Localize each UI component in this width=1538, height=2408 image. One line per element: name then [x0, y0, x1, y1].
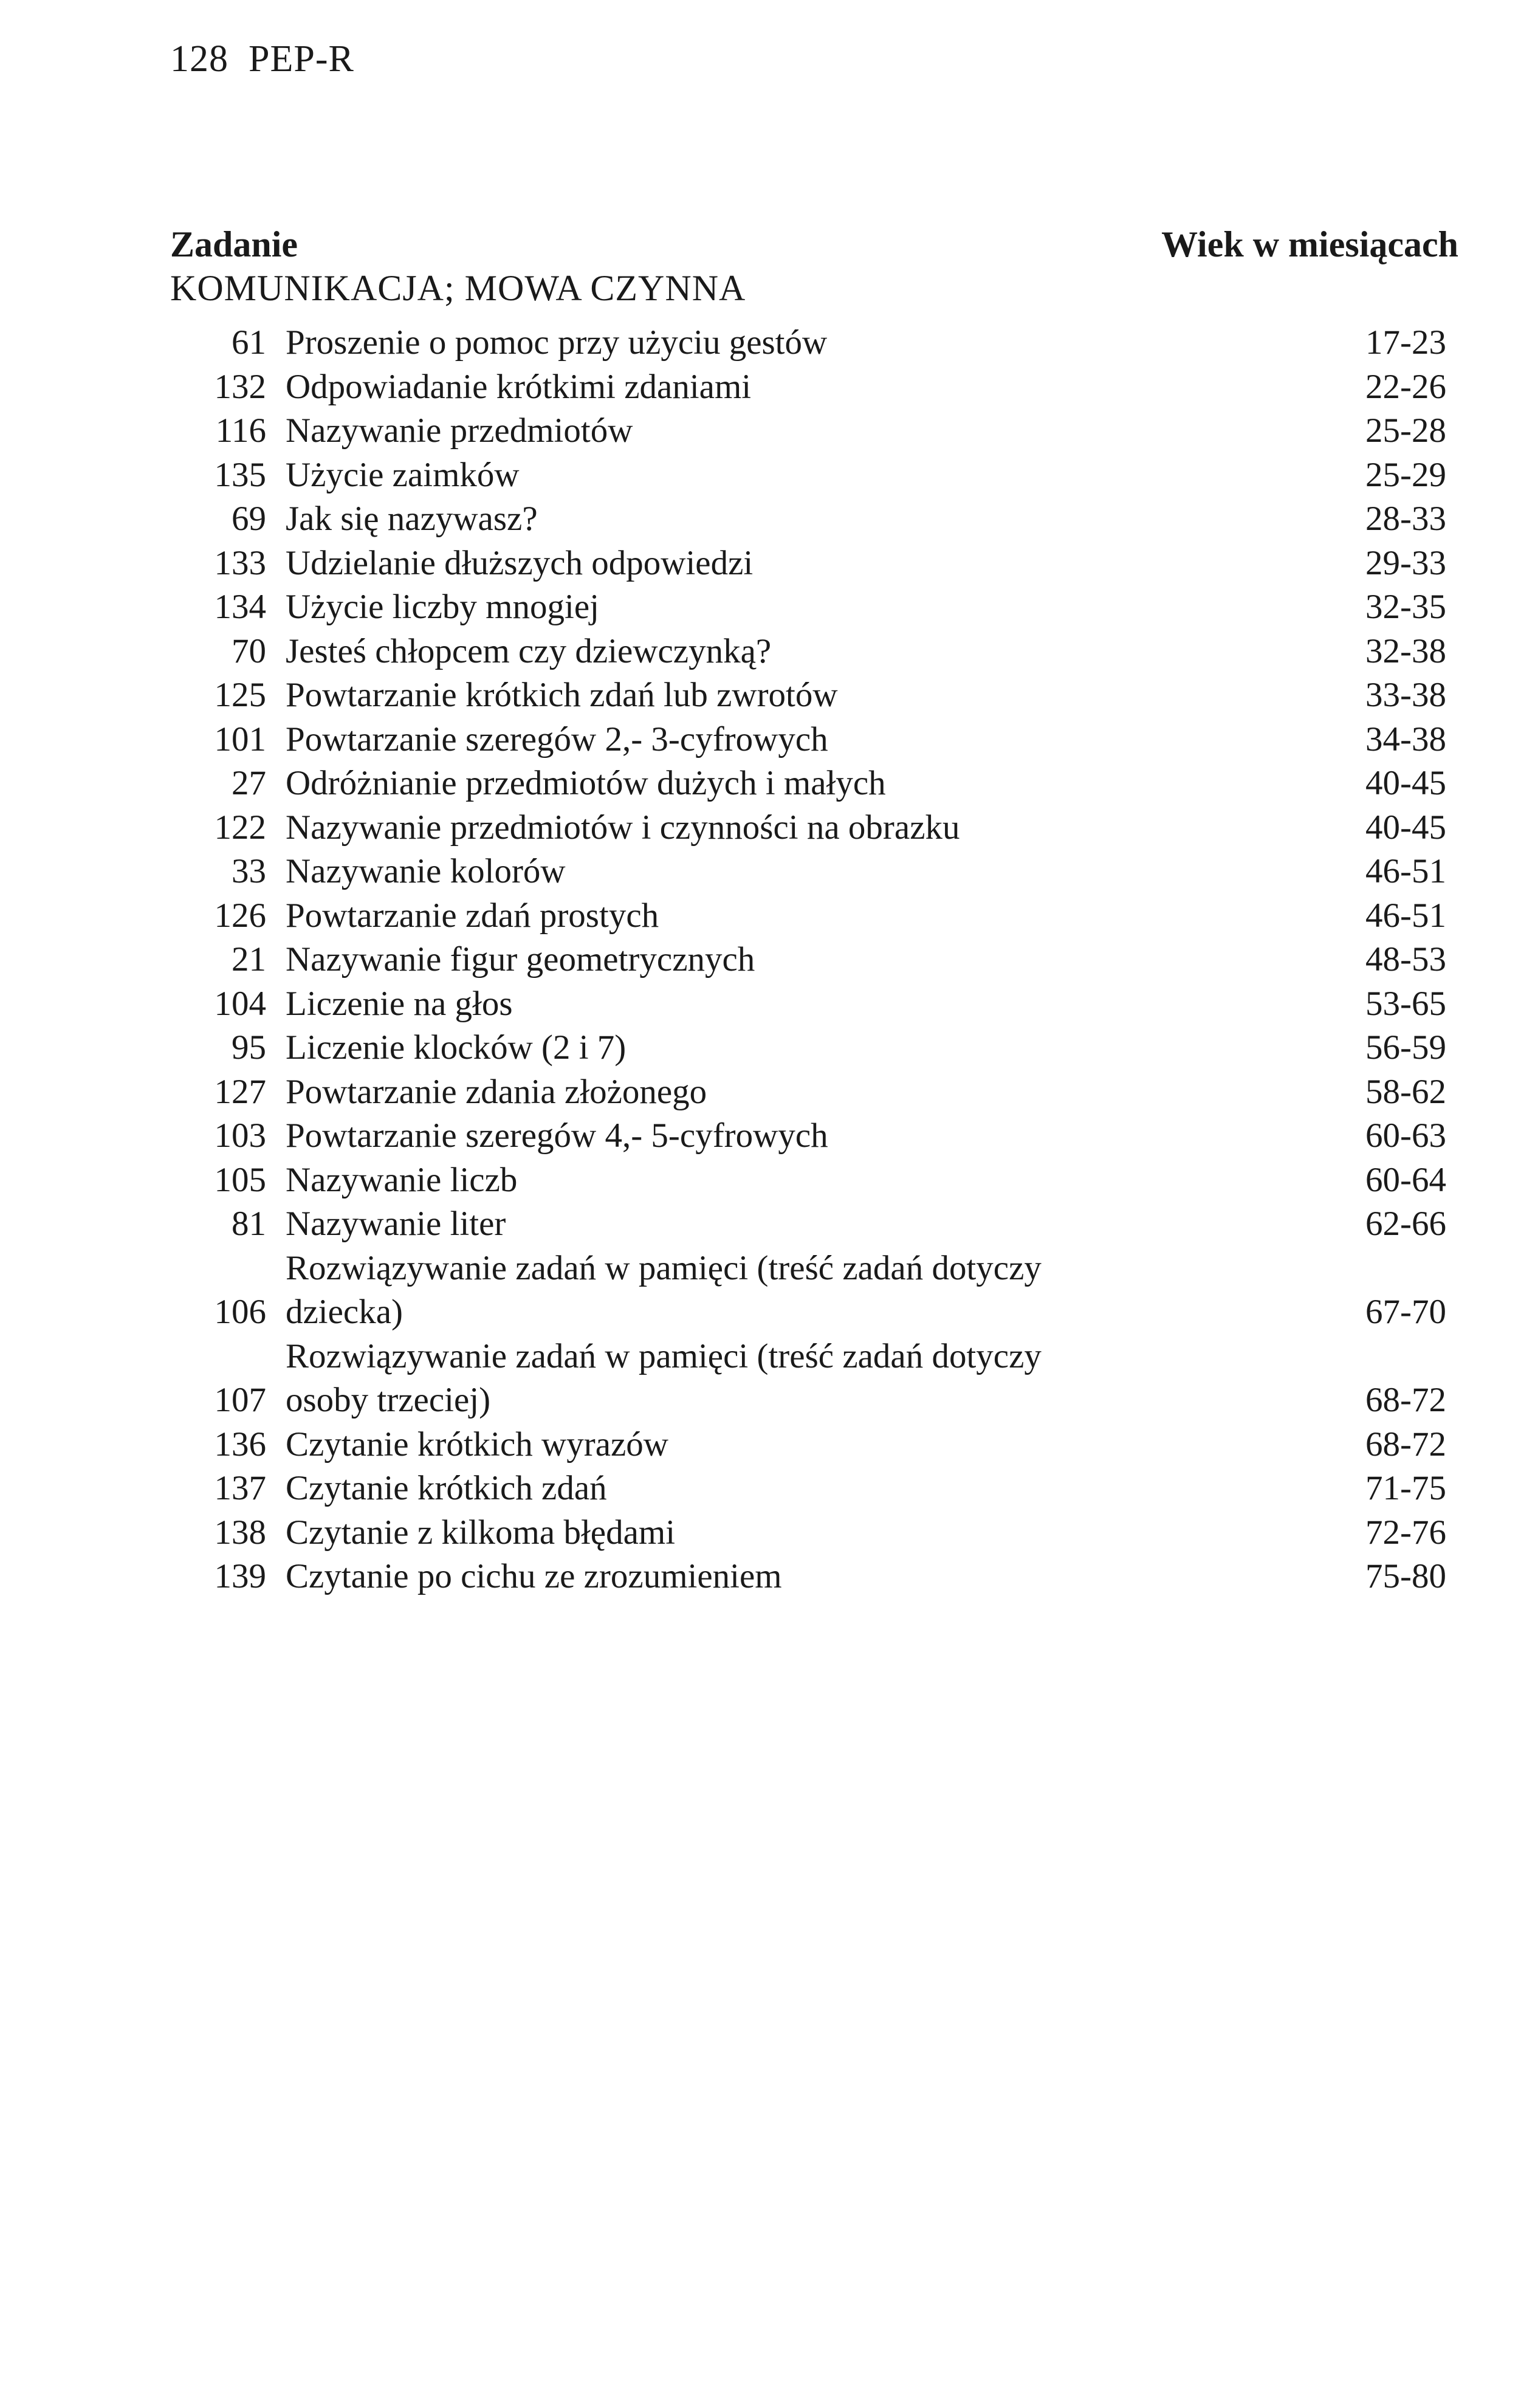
task-name: Nazywanie przedmiotów i czynności na obrazku	[286, 808, 960, 847]
age-range: 29-33	[1365, 543, 1446, 582]
age-range: 25-28	[1365, 411, 1446, 450]
table-row	[170, 497, 1446, 542]
age-range: 34-38	[1365, 720, 1446, 759]
task-number: 125	[214, 676, 266, 714]
table-row	[170, 321, 1446, 365]
task-name: Nazywanie kolorów	[286, 852, 566, 890]
age-range: 60-63	[1365, 1116, 1446, 1155]
task-number: 101	[214, 720, 266, 759]
column-header-task: Zadanie	[170, 224, 298, 264]
task-number: 134	[214, 588, 266, 626]
table-row	[170, 453, 1446, 498]
task-name: Powtarzanie zdania złożonego	[286, 1072, 707, 1111]
task-name: Nazywanie figur geometrycznych	[286, 940, 755, 979]
task-number: 135	[214, 455, 266, 494]
task-name: Odpowiadanie krótkimi zdaniami	[286, 367, 752, 406]
task-name: Użycie liczby mnogiej	[286, 588, 599, 626]
age-range: 60-64	[1365, 1160, 1446, 1199]
age-range: 32-35	[1365, 588, 1446, 626]
table-row	[170, 409, 1446, 453]
age-range: 68-72	[1365, 1425, 1446, 1464]
task-name: Użycie zaimków	[286, 455, 520, 494]
table-row	[170, 762, 1446, 806]
task-name: Liczenie klocków (2 i 7)	[286, 1028, 627, 1067]
table-row	[170, 1335, 1446, 1423]
age-range: 75-80	[1365, 1557, 1446, 1595]
table-row	[170, 850, 1446, 894]
task-number: 127	[214, 1072, 266, 1111]
task-name: Powtarzanie szeregów 4,- 5-cyfrowych	[286, 1116, 828, 1155]
task-number: 132	[214, 367, 266, 406]
task-name: Nazywanie przedmiotów	[286, 411, 633, 450]
age-range: 17-23	[1365, 323, 1446, 362]
task-number: 116	[215, 411, 266, 450]
task-number: 122	[214, 808, 266, 847]
task-name: Czytanie z kilkoma błędami	[286, 1513, 676, 1552]
task-name: Nazywanie liter	[286, 1205, 506, 1243]
section-title: KOMUNIKACJA; MOWA CZYNNA	[170, 268, 746, 308]
table-row	[170, 1511, 1446, 1555]
age-range: 25-29	[1365, 455, 1446, 494]
table-row	[170, 1247, 1446, 1335]
age-range: 46-51	[1365, 896, 1446, 935]
age-range: 28-33	[1365, 500, 1446, 538]
table-row	[170, 630, 1446, 674]
running-title: PEP-R	[249, 38, 354, 80]
task-number: 27	[232, 764, 266, 802]
age-range: 53-65	[1365, 984, 1446, 1023]
task-name: Proszenie o pomoc przy użyciu gestów	[286, 323, 828, 362]
task-name: Powtarzanie szeregów 2,- 3-cyfrowych	[286, 720, 828, 759]
table-row	[170, 938, 1446, 982]
column-header-age: Wiek w miesiącach	[1161, 224, 1458, 264]
table-row	[170, 1114, 1446, 1158]
age-range: 56-59	[1365, 1028, 1446, 1067]
task-table	[170, 321, 1446, 1599]
age-range: 62-66	[1365, 1205, 1446, 1243]
task-name: Czytanie krótkich wyrazów	[286, 1425, 668, 1464]
task-name: Nazywanie liczb	[286, 1160, 518, 1199]
task-number: 138	[214, 1513, 266, 1552]
task-number: 33	[232, 852, 266, 890]
age-range: 48-53	[1365, 940, 1446, 979]
task-number: 81	[232, 1205, 266, 1243]
age-range: 67-70	[1365, 1293, 1446, 1331]
task-number: 126	[214, 896, 266, 935]
table-row	[170, 585, 1446, 630]
table-row	[170, 1555, 1446, 1599]
task-name: Powtarzanie zdań prostych	[286, 896, 659, 935]
task-name: Czytanie po cichu ze zrozumieniem	[286, 1557, 782, 1595]
task-number: 137	[214, 1469, 266, 1507]
age-range: 22-26	[1365, 367, 1446, 406]
task-number: 21	[232, 940, 266, 979]
task-name: Jesteś chłopcem czy dziewczynką?	[286, 631, 772, 670]
task-number: 69	[232, 500, 266, 538]
table-row	[170, 542, 1446, 586]
task-name: Rozwiązywanie zadań w pamięci (treść zadań dotyczy dziecka)	[286, 1248, 1042, 1331]
age-range: 71-75	[1365, 1469, 1446, 1507]
table-row	[170, 982, 1446, 1027]
task-name: Rozwiązywanie zadań w pamięci (treść zadań dotyczy osoby trzeciej)	[286, 1336, 1042, 1419]
table-row	[170, 1423, 1446, 1467]
age-range: 40-45	[1365, 764, 1446, 802]
age-range: 46-51	[1365, 852, 1446, 890]
age-range: 33-38	[1365, 676, 1446, 714]
table-row	[170, 1467, 1446, 1511]
task-number: 139	[214, 1557, 266, 1595]
age-range: 32-38	[1365, 631, 1446, 670]
table-row	[170, 673, 1446, 718]
age-range: 72-76	[1365, 1513, 1446, 1552]
age-range: 58-62	[1365, 1072, 1446, 1111]
task-number: 61	[232, 323, 266, 362]
task-name: Jak się nazywasz?	[286, 500, 538, 538]
task-number: 95	[232, 1028, 266, 1067]
task-number: 106	[214, 1293, 266, 1331]
table-row	[170, 1158, 1446, 1203]
age-range: 40-45	[1365, 808, 1446, 847]
task-number: 107	[214, 1381, 266, 1419]
table-row	[170, 1026, 1446, 1070]
task-number: 70	[232, 631, 266, 670]
task-number: 105	[214, 1160, 266, 1199]
task-number: 104	[214, 984, 266, 1023]
task-number: 133	[214, 543, 266, 582]
task-number: 103	[214, 1116, 266, 1155]
page-number: 128	[170, 38, 228, 80]
task-name: Czytanie krótkich zdań	[286, 1469, 607, 1507]
table-header	[170, 224, 1458, 266]
table-row	[170, 894, 1446, 938]
table-row	[170, 1070, 1446, 1115]
table-row	[170, 1202, 1446, 1247]
task-name: Udzielanie dłuższych odpowiedzi	[286, 543, 754, 582]
table-row	[170, 718, 1446, 762]
table-row	[170, 806, 1446, 850]
running-header	[170, 38, 354, 81]
table-row	[170, 365, 1446, 410]
task-name: Odróżnianie przedmiotów dużych i małych	[286, 764, 886, 802]
task-number: 136	[214, 1425, 266, 1464]
task-name: Powtarzanie krótkich zdań lub zwrotów	[286, 676, 838, 714]
age-range: 68-72	[1365, 1381, 1446, 1419]
task-name: Liczenie na głos	[286, 984, 513, 1023]
